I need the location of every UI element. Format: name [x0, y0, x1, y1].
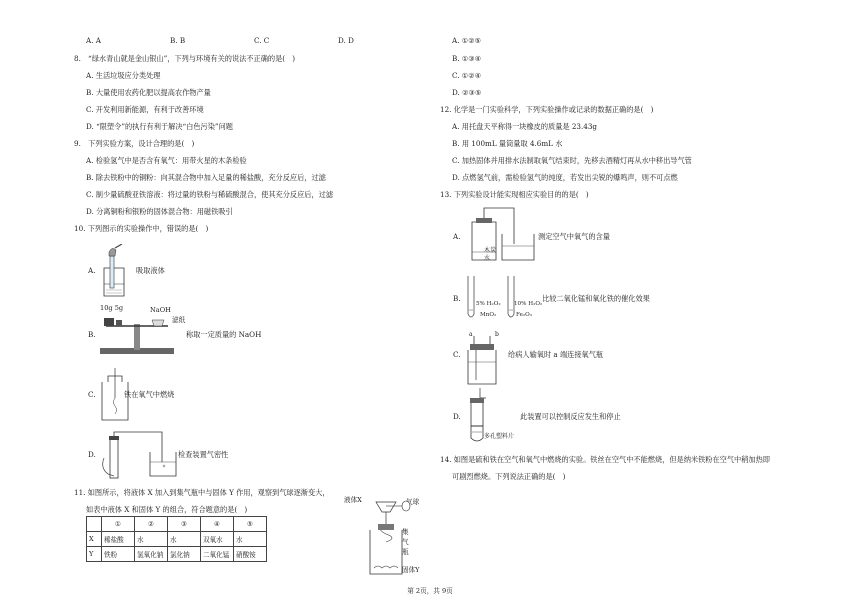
q13-b-letter: B.: [453, 294, 461, 303]
q8-stem: 8. “绿水青山就是金山银山”，下列与环境有关的说法不正确的是( ): [74, 54, 296, 63]
q14-stem-2: 可剧烈燃烧。下列说法正确的是( ): [452, 472, 566, 481]
q11-table: [86, 516, 267, 562]
page-footer: 第 2页，共 9页: [407, 587, 453, 595]
q9-option-a: A. 检验氢气中是否含有氧气：用带火星的木条检验: [86, 156, 247, 165]
oxygen-humidifier-figure: [462, 332, 502, 386]
q9-option-b: B. 除去铁粉中的铜粉：向其混合物中加入足量的稀盐酸，充分反应后，过滤: [86, 173, 326, 182]
q13-c-letter: C.: [453, 350, 461, 359]
q10-d-letter: D.: [88, 450, 96, 459]
q7-option-c: C. C: [254, 36, 270, 45]
q11-jar-label-2: 气: [402, 538, 409, 546]
table-row: Y 铁粉 氢氧化钠 氯化钠 二氧化锰 硝酸铵: [87, 547, 267, 562]
q12-option-c: C. 加热固体并用排水法制取氧气结束时，先移去酒精灯再从水中移出导气管: [452, 156, 692, 165]
oxygen-content-figure: [462, 204, 540, 264]
q12-stem: 12. 化学是一门实验科学，下列实验操作或记录的数据正确的是( ): [440, 105, 654, 114]
q12-option-d: D. 点燃氢气前，需检验氢气的纯度，若发出尖锐的爆鸣声，则不可点燃: [452, 173, 678, 182]
q11-option-c: C. ①②④: [452, 71, 482, 80]
q11-option-b: B. ①③④: [452, 54, 482, 63]
q10-d-caption: 检查装置气密性: [178, 450, 229, 459]
q8-option-b: B. 大量使用农药化肥以提高农作物产量: [86, 88, 211, 97]
table-row: X 稀盐酸 水 水 双氧水 水: [87, 532, 267, 547]
q10-b-weights-label: 10g 5g: [100, 304, 124, 312]
q14-stem: 14. 如图是硫和铁在空气和氧气中燃烧的实验。铁丝在空气中不能燃烧，但是纳米铁粉在空气中稍加热即: [440, 455, 770, 464]
q13-c-caption: 给病人输氧时 a 端连接氧气瓶: [508, 350, 604, 359]
q11-solid-y-label: 固体Y: [402, 566, 420, 574]
q7-option-d: D. D: [338, 36, 354, 45]
q10-b-paper-label: 滤纸: [172, 316, 186, 324]
table-row: ① ② ③ ④ ⑤: [87, 517, 267, 532]
q13-stem: 13. 下列实验设计能实现相应实验目的的是( ): [440, 190, 589, 199]
q13-c-b-label: b: [495, 331, 499, 338]
q7-option-a: A. A: [86, 36, 101, 45]
q8-option-d: D. “限塑令”的执行有利于解决“白色污染”问题: [86, 122, 233, 131]
q11-stem-2: 如表中液体 X 和固体 Y 的组合，符合题意的是( ): [86, 505, 248, 514]
q13-a-letter: A.: [453, 232, 461, 241]
q11-option-d: D. ②③⑤: [452, 88, 482, 97]
q10-c-caption: 铁在氧气中燃烧: [124, 390, 175, 399]
q11-jar-label-1: 集: [402, 528, 409, 536]
q12-option-a: A. 用托盘天平称得一块橡皮的质量是 23.43g: [452, 122, 598, 131]
q11-liquid-x-label: 液体X: [344, 496, 362, 504]
q10-a-letter: A.: [88, 266, 96, 275]
q9-option-c: C. 制少量硫酸亚铁溶液：将过量的铁粉与稀硫酸混合，使其充分反应后，过滤: [86, 190, 334, 199]
q12-option-b: B. 用 100mL 量筒量取 4.6mL 水: [452, 139, 563, 148]
q13-a-charcoal-label: 木炭: [484, 247, 497, 254]
dropper-bottle-figure: [98, 244, 128, 300]
q9-stem: 9. 下列实验方案，设计合理的是( ): [74, 139, 195, 148]
q13-c-a-label: a: [469, 331, 473, 338]
q11-jar-label-3: 瓶: [402, 548, 409, 556]
q13-a-water-label: 水: [484, 255, 491, 262]
gas-jar-balloon-figure: [356, 494, 436, 580]
q13-d-caption: 此装置可以控制反应发生和停止: [520, 412, 621, 421]
q13-b-h2o2-10-label: 10% H₂O₂: [514, 301, 543, 307]
q11-option-a: A. ①②⑤: [452, 36, 482, 45]
q13-d-letter: D.: [453, 412, 461, 421]
q7-option-b: B. B: [170, 36, 186, 45]
q9-option-d: D. 分离铜粉和银粉的固体混合物：用磁铁吸引: [86, 207, 233, 216]
q10-b-caption: 称取一定质量的 NaOH: [186, 330, 262, 339]
q8-option-c: C. 开发利用新能源，有利于改善环境: [86, 105, 204, 114]
q13-d-plate-label: 多孔塑料片: [484, 433, 515, 440]
q10-b-naoh-label: NaOH: [150, 306, 171, 314]
q8-option-a: A. 生活垃圾应分类处理: [86, 71, 161, 80]
q10-a-caption: 吸取液体: [136, 266, 165, 275]
q11-stem: 11. 如图所示，将液体 X 加入到集气瓶中与固体 Y 作用，观察到气球逐渐变大，: [74, 488, 330, 497]
q13-b-caption: 比较二氧化锰和氧化铁的催化效果: [542, 294, 650, 303]
q10-stem: 10. 下列图示的实验操作中，错误的是( ): [74, 224, 209, 233]
q11-balloon-label: 气球: [406, 498, 420, 506]
q10-b-letter: B.: [88, 330, 96, 339]
q10-c-letter: C.: [88, 390, 96, 399]
q13-b-fe2o3-label: Fe₂O₃: [516, 312, 532, 318]
q13-b-mno2-label: MnO₂: [480, 312, 497, 318]
q13-a-caption: 测定空气中氧气的含量: [538, 232, 610, 241]
q13-b-h2o2-5-label: 5% H₂O₂: [476, 301, 501, 307]
